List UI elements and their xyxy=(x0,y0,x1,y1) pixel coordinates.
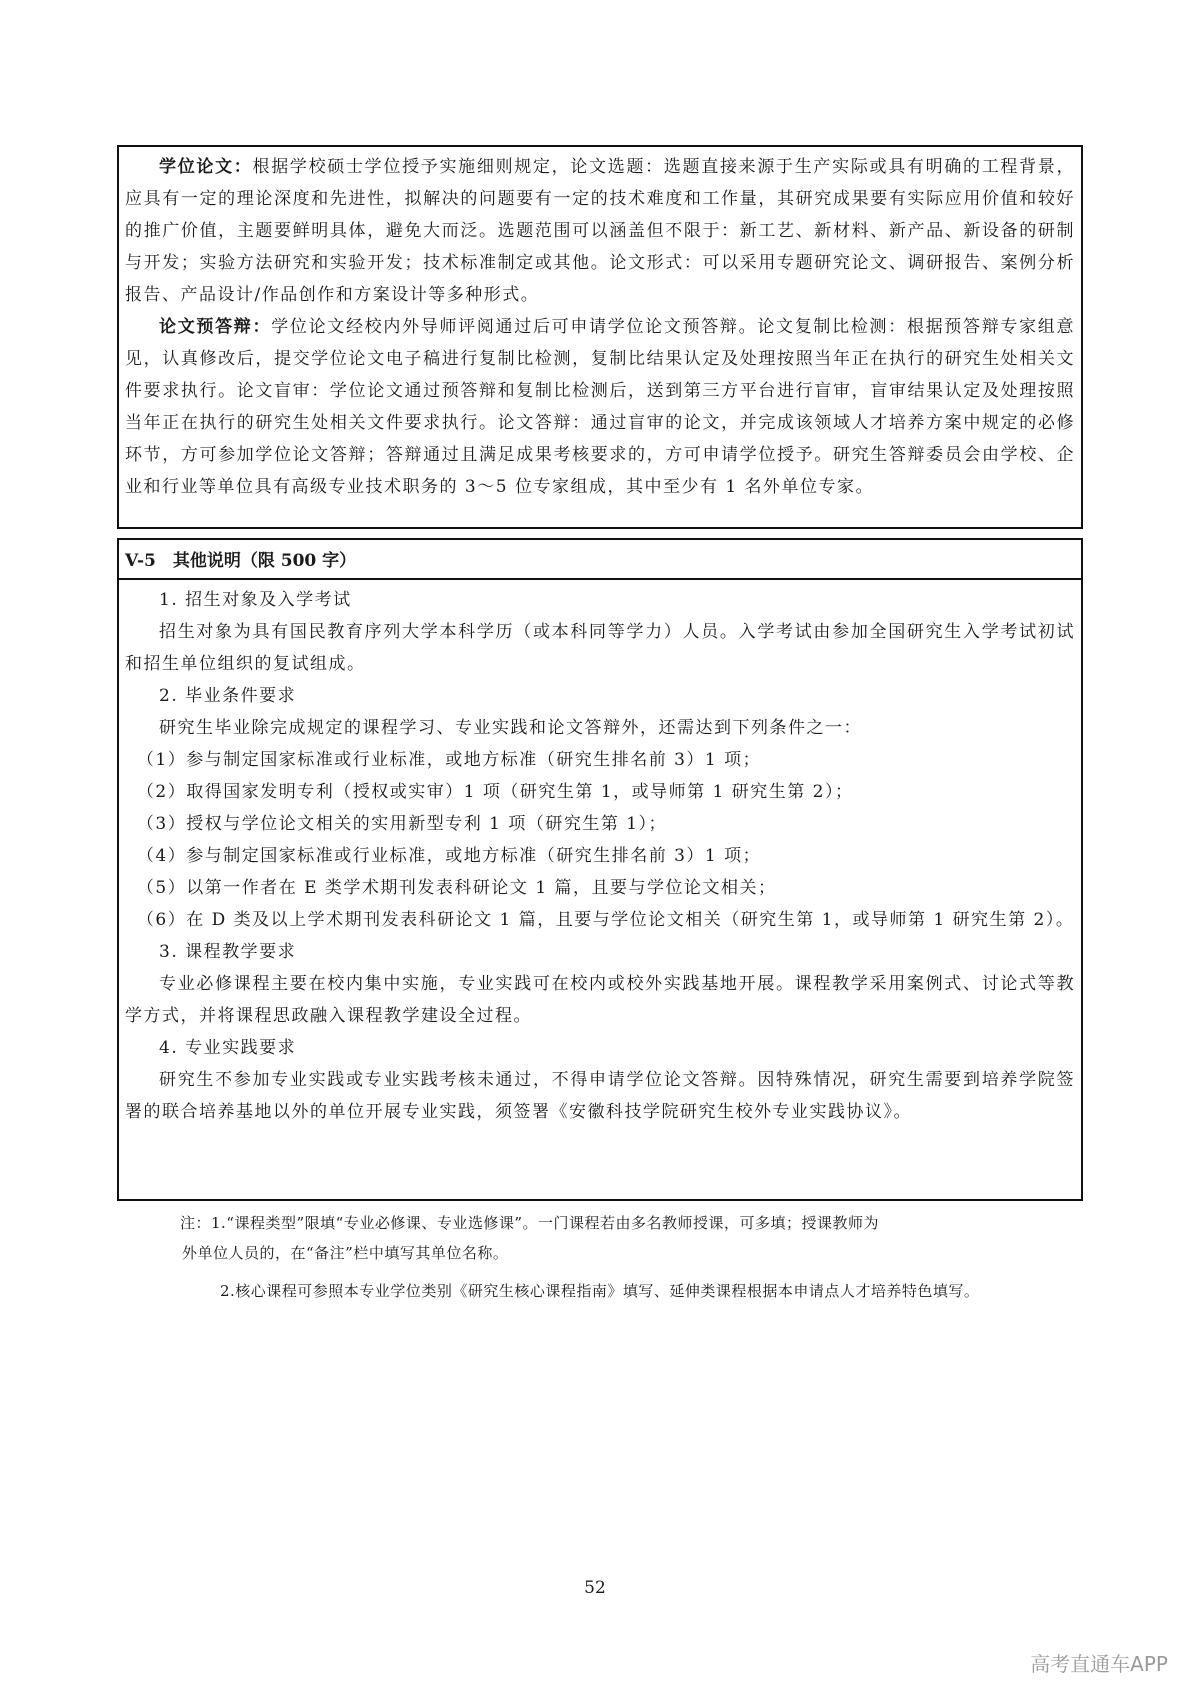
list-item: （5）以第一作者在 E 类学术期刊发表科研论文 1 篇，且要与学位论文相关； xyxy=(136,878,777,898)
thesis-section xyxy=(117,145,1083,529)
item-heading: 4. 专业实践要求 xyxy=(159,1038,297,1058)
item-heading: 3. 课程教学要求 xyxy=(159,942,297,962)
other-notes-section xyxy=(117,538,1083,1201)
note-2: 2.核心课程可参照本专业学位类别《研究生核心课程指南》填写、延伸类课程根据本申请点人才培养特色填写。 xyxy=(220,1282,980,1300)
item-text: 研究生不参加专业实践或专业实践考核未通过，不得申请学位论文答辩。因特殊情况，研究生需要到培养学院签署的联合培养基地以外的单位开展专业实践，须签署《安徽科技学院研究生校外专业实践协议》。 xyxy=(125,1070,1075,1122)
defense-text: 学位论文经校内外导师评阅通过后可申请学位论文预答辩。论文复制比检测：根据预答辩专家组意见，认真修改后，提交学位论文电子稿进行复制比检测，复制比结果认定及处理按照当年正在执行的研究生处相关文件要求执行。论文盲审：学位论文通过预答辩和复制比检测后，送到第三方平台进行盲审，盲审结果认定及处理按照当年正在执行的研究生处相关文件要求执行。论文答辩：通过盲审的论文，并完成该领域人才培养方案中规定的必修环节，方可参加学位论文答辩；答辩通过且满足成果考核要求的，方可申请学位授予。研究生答辩委员会由学校、企业和行业等单位具有高级专业技术职务的 3～5 位专家组成，其中至少有 1 名外单位专家。 xyxy=(125,317,1075,497)
list-item: （4）参与制定国家标准或行业标准，或地方标准（研究生排名前 3）1 项； xyxy=(136,846,762,866)
watermark: 高考直通车APP xyxy=(1030,1652,1168,1676)
list-item: （6）在 D 类及以上学术期刊发表科研论文 1 篇，且要与学位论文相关（研究生第 1，或导师第 1 研究生第 2）。 xyxy=(136,910,1075,930)
thesis-text: 根据学校硕士学位授予实施细则规定，论文选题：选题直接来源于生产实际或具有明确的工程背景，应具有一定的理论深度和先进性，拟解决的问题要有一定的技术难度和工作量，其研究成果要有实际应用价值和较好的推广价值，主题要鲜明具体，避免大而泛。选题范围可以涵盖但不限于：新工艺、新材料、新产品、新设备的研制与开发；实验方法研究和实验开发；技术标准制定或其他。论文形式：可以采用专题研究论文、调研报告、案例分析报告、产品设计/作品创作和方案设计等多种形式。 xyxy=(125,157,1076,305)
section-header: V-5 其他说明（限 500 字） xyxy=(119,540,1081,580)
item-heading: 2. 毕业条件要求 xyxy=(159,686,297,706)
thesis-paragraph xyxy=(125,151,1075,311)
item-text: 专业必修课程主要在校内集中实施，专业实践可在校内或校外实践基地开展。课程教学采用案例式、讨论式等教学方式，并将课程思政融入课程教学建设全过程。 xyxy=(125,974,1075,1026)
page-number: 52 xyxy=(584,1578,606,1598)
item-text: 招生对象为具有国民教育序列大学本科学历（或本科同等学力）人员。入学考试由参加全国研究生入学考试初试和招生单位组织的复试组成。 xyxy=(125,622,1075,674)
list-item: （1）参与制定国家标准或行业标准，或地方标准（研究生排名前 3）1 项； xyxy=(136,750,762,770)
list-item: （3）授权与学位论文相关的实用新型专利 1 项（研究生第 1）； xyxy=(136,814,668,834)
note-1-line-1: 注：1.“课程类型”限填“专业必修课、专业选修课”。一门课程若由多名教师授课，可多填；授课教师为 xyxy=(180,1214,879,1232)
defense-paragraph xyxy=(125,311,1075,503)
item-heading: 1. 招生对象及入学考试 xyxy=(159,590,352,610)
footnotes xyxy=(180,1208,1040,1306)
thesis-heading: 学位论文： xyxy=(159,157,253,177)
list-item: （2）取得国家发明专利（授权或实审）1 项（研究生第 1，或导师第 1 研究生第 2）； xyxy=(136,782,854,802)
item-text: 研究生毕业除完成规定的课程学习、专业实践和论文答辩外，还需达到下列条件之一： xyxy=(159,718,862,738)
defense-heading: 论文预答辩： xyxy=(159,317,272,337)
note-1-line-2: 外单位人员的，在“备注”栏中填写其单位名称。 xyxy=(182,1244,509,1262)
